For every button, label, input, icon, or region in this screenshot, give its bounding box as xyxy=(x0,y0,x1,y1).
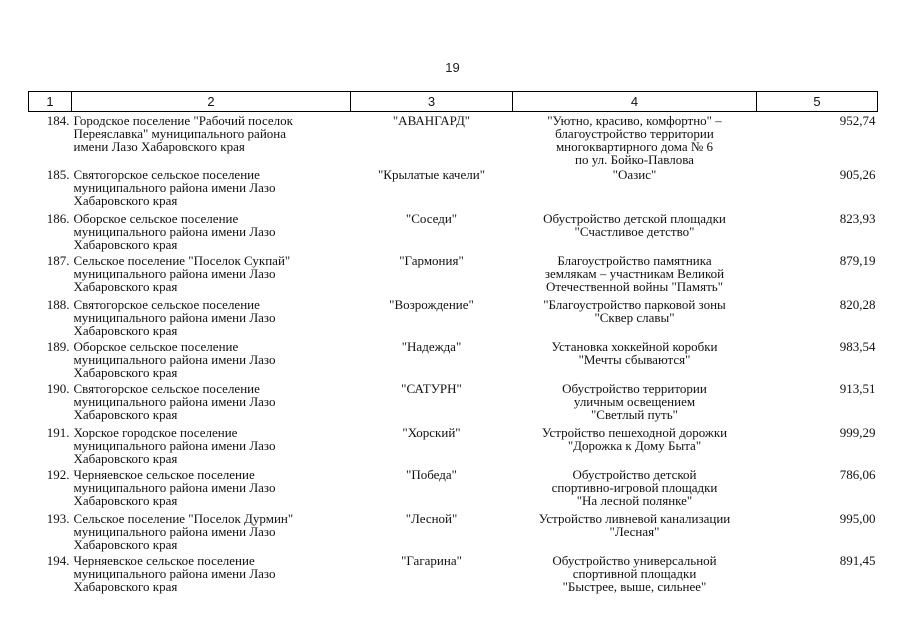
amount: 891,45 xyxy=(839,553,876,568)
project-name: "САТУРН" xyxy=(401,381,462,396)
table-row xyxy=(29,252,878,296)
settlement-line: муниципального района имени Лазо xyxy=(73,310,276,325)
description-line: "На лесной полянке" xyxy=(576,493,693,508)
description-line: "Быстрее, выше, сильнее" xyxy=(562,579,707,594)
settlement-cell xyxy=(72,296,351,338)
description-cell xyxy=(513,112,757,167)
settlement-cell xyxy=(72,510,351,552)
project-name: "Хорский" xyxy=(402,425,461,440)
description-line: Обустройство универсальной xyxy=(552,553,717,568)
row-number: 192. xyxy=(46,467,70,482)
row-number: 188. xyxy=(46,297,70,312)
amount: 786,06 xyxy=(839,467,876,482)
settlement-line: Оборское сельское поселение xyxy=(73,211,239,226)
description-line: "Светлый путь" xyxy=(591,407,678,422)
description-line: Обустройство территории xyxy=(562,381,707,396)
description-line: Устройство ливневой канализации xyxy=(538,511,731,526)
amount: 820,28 xyxy=(839,297,876,312)
settlement-line: Хабаровского края xyxy=(73,365,178,380)
header-row xyxy=(29,92,878,112)
description-line: "Оазис" xyxy=(612,167,657,182)
project-name: "Гагарина" xyxy=(401,553,462,568)
description-cell xyxy=(513,338,757,380)
settlement-line: муниципального района имени Лазо xyxy=(73,480,276,495)
settlement-line: Хабаровского края xyxy=(73,579,178,594)
description-line: спортивной площадки xyxy=(572,566,697,581)
table-row xyxy=(29,166,878,210)
settlement-line: Хорское городское поселение xyxy=(73,425,238,440)
project-name: "АВАНГАРД" xyxy=(392,113,471,128)
description-cell xyxy=(513,424,757,466)
settlement-line: Хабаровского края xyxy=(73,493,178,508)
table-row xyxy=(29,466,878,510)
table-row xyxy=(29,510,878,552)
amount: 983,54 xyxy=(839,339,876,354)
description-line: Благоустройство памятника xyxy=(557,253,712,268)
description-line: по ул. Бойко-Павлова xyxy=(575,152,694,167)
settlement-line: Хабаровского края xyxy=(73,451,178,466)
amount: 879,19 xyxy=(839,253,876,268)
settlement-cell xyxy=(72,424,351,466)
table-row xyxy=(29,210,878,252)
settlement-cell xyxy=(72,210,351,252)
description-line: Установка хоккейной коробки xyxy=(551,339,718,354)
description-cell xyxy=(513,380,757,424)
description-line: "Сквер славы" xyxy=(594,310,675,325)
table-body xyxy=(29,112,878,597)
header-col-4: 4 xyxy=(513,92,757,112)
amount: 905,26 xyxy=(839,167,876,182)
description-line: уличным освещением xyxy=(573,394,696,409)
table-row xyxy=(29,296,878,338)
table-row xyxy=(29,380,878,424)
description-line: Обустройство детской площадки xyxy=(543,211,726,226)
header-col-1: 1 xyxy=(29,92,72,112)
settlement-line: Святогорское сельское поселение xyxy=(73,297,260,312)
settlement-line: Переяславка" муниципального района xyxy=(73,126,287,141)
settlement-line: Хабаровского края xyxy=(73,237,178,252)
projects-table xyxy=(28,91,878,596)
description-line: благоустройство территории xyxy=(555,126,714,141)
project-name: "Лесной" xyxy=(405,511,458,526)
amount: 995,00 xyxy=(839,511,876,526)
description-cell xyxy=(513,510,757,552)
project-name: "Гармония" xyxy=(399,253,464,268)
page-number: 19 xyxy=(445,60,460,75)
row-number: 185. xyxy=(46,167,70,182)
settlement-cell xyxy=(72,380,351,424)
description-line: "Счастливое детство" xyxy=(574,224,695,239)
settlement-line: Городское поселение "Рабочий поселок xyxy=(73,113,293,128)
settlement-line: Хабаровского края xyxy=(73,323,178,338)
row-number: 193. xyxy=(46,511,70,526)
description-line: "Уютно, красиво, комфортно" – xyxy=(547,113,722,128)
row-number: 189. xyxy=(46,339,70,354)
table-row xyxy=(29,112,878,167)
amount: 823,93 xyxy=(839,211,876,226)
settlement-line: Черняевское сельское поселение xyxy=(73,553,255,568)
description-cell xyxy=(513,466,757,510)
settlement-line: имени Лазо Хабаровского края xyxy=(73,139,245,154)
settlement-line: муниципального района имени Лазо xyxy=(73,438,276,453)
header-col-5: 5 xyxy=(757,92,878,112)
description-cell xyxy=(513,210,757,252)
description-line: "Лесная" xyxy=(609,524,660,539)
description-line: Отечественной войны "Память" xyxy=(545,279,724,294)
project-name: "Возрождение" xyxy=(389,297,474,312)
table-row xyxy=(29,424,878,466)
description-cell xyxy=(513,296,757,338)
description-line: "Благоустройство парковой зоны xyxy=(543,297,726,312)
description-line: Обустройство детской xyxy=(572,467,697,482)
amount: 913,51 xyxy=(839,381,876,396)
row-number: 186. xyxy=(46,211,70,226)
description-line: "Мечты сбываются" xyxy=(578,352,691,367)
settlement-line: муниципального района имени Лазо xyxy=(73,394,276,409)
settlement-cell xyxy=(72,252,351,296)
description-cell xyxy=(513,166,757,210)
settlement-line: Хабаровского края xyxy=(73,407,178,422)
row-number: 187. xyxy=(46,253,70,268)
settlement-cell xyxy=(72,552,351,596)
project-name: "Победа" xyxy=(406,467,457,482)
row-number: 194. xyxy=(46,553,70,568)
header-col-3: 3 xyxy=(351,92,513,112)
settlement-line: муниципального района имени Лазо xyxy=(73,224,276,239)
settlement-line: муниципального района имени Лазо xyxy=(73,524,276,539)
project-name: "Крылатые качели" xyxy=(378,167,485,182)
description-line: спортивно-игровой площадки xyxy=(551,480,718,495)
settlement-line: Сельское поселение "Поселок Дурмин" xyxy=(73,511,294,526)
settlement-cell xyxy=(72,166,351,210)
description-line: Устройство пешеходной дорожки xyxy=(541,425,728,440)
row-number: 190. xyxy=(46,381,70,396)
table-row xyxy=(29,552,878,596)
settlement-line: Оборское сельское поселение xyxy=(73,339,239,354)
row-number: 191. xyxy=(46,425,70,440)
table-row xyxy=(29,338,878,380)
settlement-line: Сельское поселение "Поселок Сукпай" xyxy=(73,253,291,268)
project-name: "Соседи" xyxy=(405,211,458,226)
description-line: землякам – участникам Великой xyxy=(544,266,725,281)
settlement-line: Хабаровского края xyxy=(73,279,178,294)
amount: 952,74 xyxy=(839,113,876,128)
header-col-2: 2 xyxy=(72,92,351,112)
description-line: многоквартирного дома № 6 xyxy=(555,139,714,154)
description-line: "Дорожка к Дому Быта" xyxy=(567,438,702,453)
settlement-cell xyxy=(72,338,351,380)
settlement-line: муниципального района имени Лазо xyxy=(73,266,276,281)
settlement-cell xyxy=(72,112,351,167)
settlement-line: муниципального района имени Лазо xyxy=(73,352,276,367)
description-cell xyxy=(513,252,757,296)
settlement-line: Хабаровского края xyxy=(73,193,178,208)
project-name: "Надежда" xyxy=(401,339,462,354)
settlement-line: Святогорское сельское поселение xyxy=(73,381,260,396)
amount: 999,29 xyxy=(839,425,876,440)
settlement-line: муниципального района имени Лазо xyxy=(73,566,276,581)
settlement-line: Хабаровского края xyxy=(73,537,178,552)
settlement-line: Черняевское сельское поселение xyxy=(73,467,255,482)
settlement-line: муниципального района имени Лазо xyxy=(73,180,276,195)
row-number: 184. xyxy=(46,113,70,128)
settlement-line: Святогорское сельское поселение xyxy=(73,167,260,182)
description-cell xyxy=(513,552,757,596)
settlement-cell xyxy=(72,466,351,510)
